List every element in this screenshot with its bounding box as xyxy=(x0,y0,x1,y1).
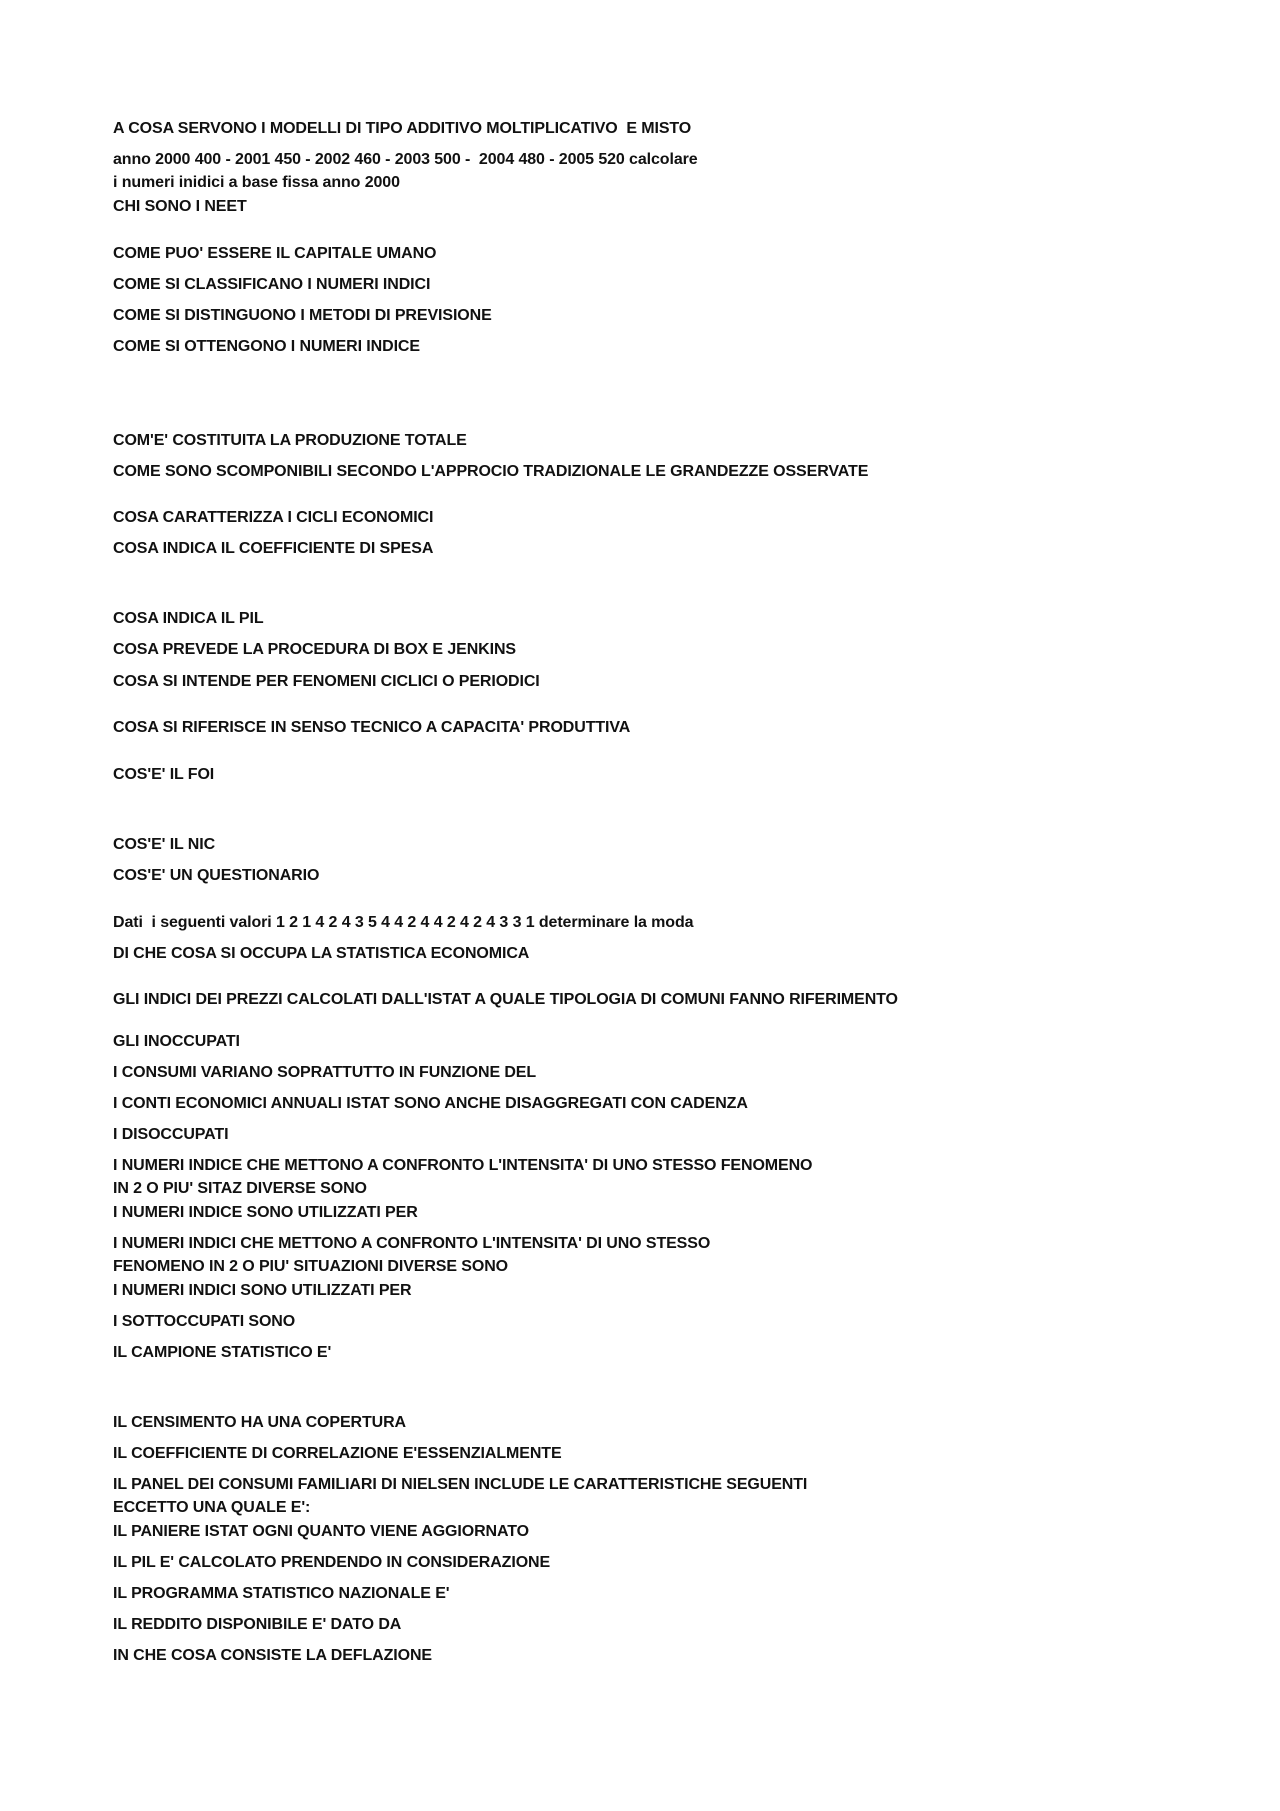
text-line: COSA SI RIFERISCE IN SENSO TECNICO A CAPACITA' PRODUTTIVA xyxy=(113,719,631,736)
text-line: Dati i seguenti valori 1 2 1 4 2 4 3 5 4 4 2 4 4 2 4 2 4 3 3 1 determinare la moda xyxy=(113,914,694,931)
text-line: COSA PREVEDE LA PROCEDURA DI BOX E JENKINS xyxy=(113,641,516,658)
text-line: I NUMERI INDICE SONO UTILIZZATI PER xyxy=(113,1204,418,1221)
text-line: IL CAMPIONE STATISTICO E' xyxy=(113,1344,332,1361)
text-line: IL PIL E' CALCOLATO PRENDENDO IN CONSIDERAZIONE xyxy=(113,1554,551,1571)
text-line: IN CHE COSA CONSISTE LA DEFLAZIONE xyxy=(113,1647,432,1664)
text-line: i numeri inidici a base fissa anno 2000 xyxy=(113,174,400,191)
text-line: IL PROGRAMMA STATISTICO NAZIONALE E' xyxy=(113,1585,450,1602)
text-line: COSA INDICA IL COEFFICIENTE DI SPESA xyxy=(113,540,434,557)
text-line: CHI SONO I NEET xyxy=(113,198,247,215)
text-line: I NUMERI INDICE CHE METTONO A CONFRONTO L'INTENSITA' DI UNO STESSO FENOMENO xyxy=(113,1157,813,1174)
text-line: ECCETTO UNA QUALE E': xyxy=(113,1499,311,1516)
text-line: DI CHE COSA SI OCCUPA LA STATISTICA ECONOMICA xyxy=(113,945,530,962)
text-line: COME SI OTTENGONO I NUMERI INDICE xyxy=(113,338,420,355)
text-line: IL REDDITO DISPONIBILE E' DATO DA xyxy=(113,1616,402,1633)
text-line: IL CENSIMENTO HA UNA COPERTURA xyxy=(113,1414,407,1431)
text-line: COM'E' COSTITUITA LA PRODUZIONE TOTALE xyxy=(113,432,467,449)
text-line: COSA SI INTENDE PER FENOMENI CICLICI O PERIODICI xyxy=(113,673,540,690)
text-line: COME SI CLASSIFICANO I NUMERI INDICI xyxy=(113,276,431,293)
text-line: GLI INOCCUPATI xyxy=(113,1033,240,1050)
text-line: anno 2000 400 - 2001 450 - 2002 460 - 2003 500 - 2004 480 - 2005 520 calcolare xyxy=(113,151,698,168)
text-line: COS'E' IL FOI xyxy=(113,766,215,783)
text-line: COME SONO SCOMPONIBILI SECONDO L'APPROCIO TRADIZIONALE LE GRANDEZZE OSSERVATE xyxy=(113,463,869,480)
text-line: I CONSUMI VARIANO SOPRATTUTTO IN FUNZIONE DEL xyxy=(113,1064,537,1081)
text-line: COSA CARATTERIZZA I CICLI ECONOMICI xyxy=(113,509,434,526)
text-line: COME PUO' ESSERE IL CAPITALE UMANO xyxy=(113,245,437,262)
text-line: I DISOCCUPATI xyxy=(113,1126,229,1143)
text-line: A COSA SERVONO I MODELLI DI TIPO ADDITIVO MOLTIPLICATIVO E MISTO xyxy=(113,120,692,137)
text-line: IL COEFFICIENTE DI CORRELAZIONE E'ESSENZIALMENTE xyxy=(113,1445,562,1462)
text-line: I SOTTOCCUPATI SONO xyxy=(113,1313,296,1330)
text-line: I NUMERI INDICI SONO UTILIZZATI PER xyxy=(113,1282,412,1299)
text-line: IL PANEL DEI CONSUMI FAMILIARI DI NIELSEN INCLUDE LE CARATTERISTICHE SEGUENTI xyxy=(113,1476,808,1493)
text-line: IL PANIERE ISTAT OGNI QUANTO VIENE AGGIORNATO xyxy=(113,1523,529,1540)
text-line: COS'E' IL NIC xyxy=(113,836,216,853)
text-line: COS'E' UN QUESTIONARIO xyxy=(113,867,320,884)
text-line: IN 2 O PIU' SITAZ DIVERSE SONO xyxy=(113,1180,367,1197)
text-line: I CONTI ECONOMICI ANNUALI ISTAT SONO ANCHE DISAGGREGATI CON CADENZA xyxy=(113,1095,748,1112)
text-line: I NUMERI INDICI CHE METTONO A CONFRONTO L'INTENSITA' DI UNO STESSO xyxy=(113,1235,711,1252)
text-line: COME SI DISTINGUONO I METODI DI PREVISIONE xyxy=(113,307,492,324)
text-line: COSA INDICA IL PIL xyxy=(113,610,264,627)
text-line: FENOMENO IN 2 O PIU' SITUAZIONI DIVERSE SONO xyxy=(113,1258,509,1275)
text-line: GLI INDICI DEI PREZZI CALCOLATI DALL'ISTAT A QUALE TIPOLOGIA DI COMUNI FANNO RIFERIMENTO xyxy=(113,991,898,1008)
